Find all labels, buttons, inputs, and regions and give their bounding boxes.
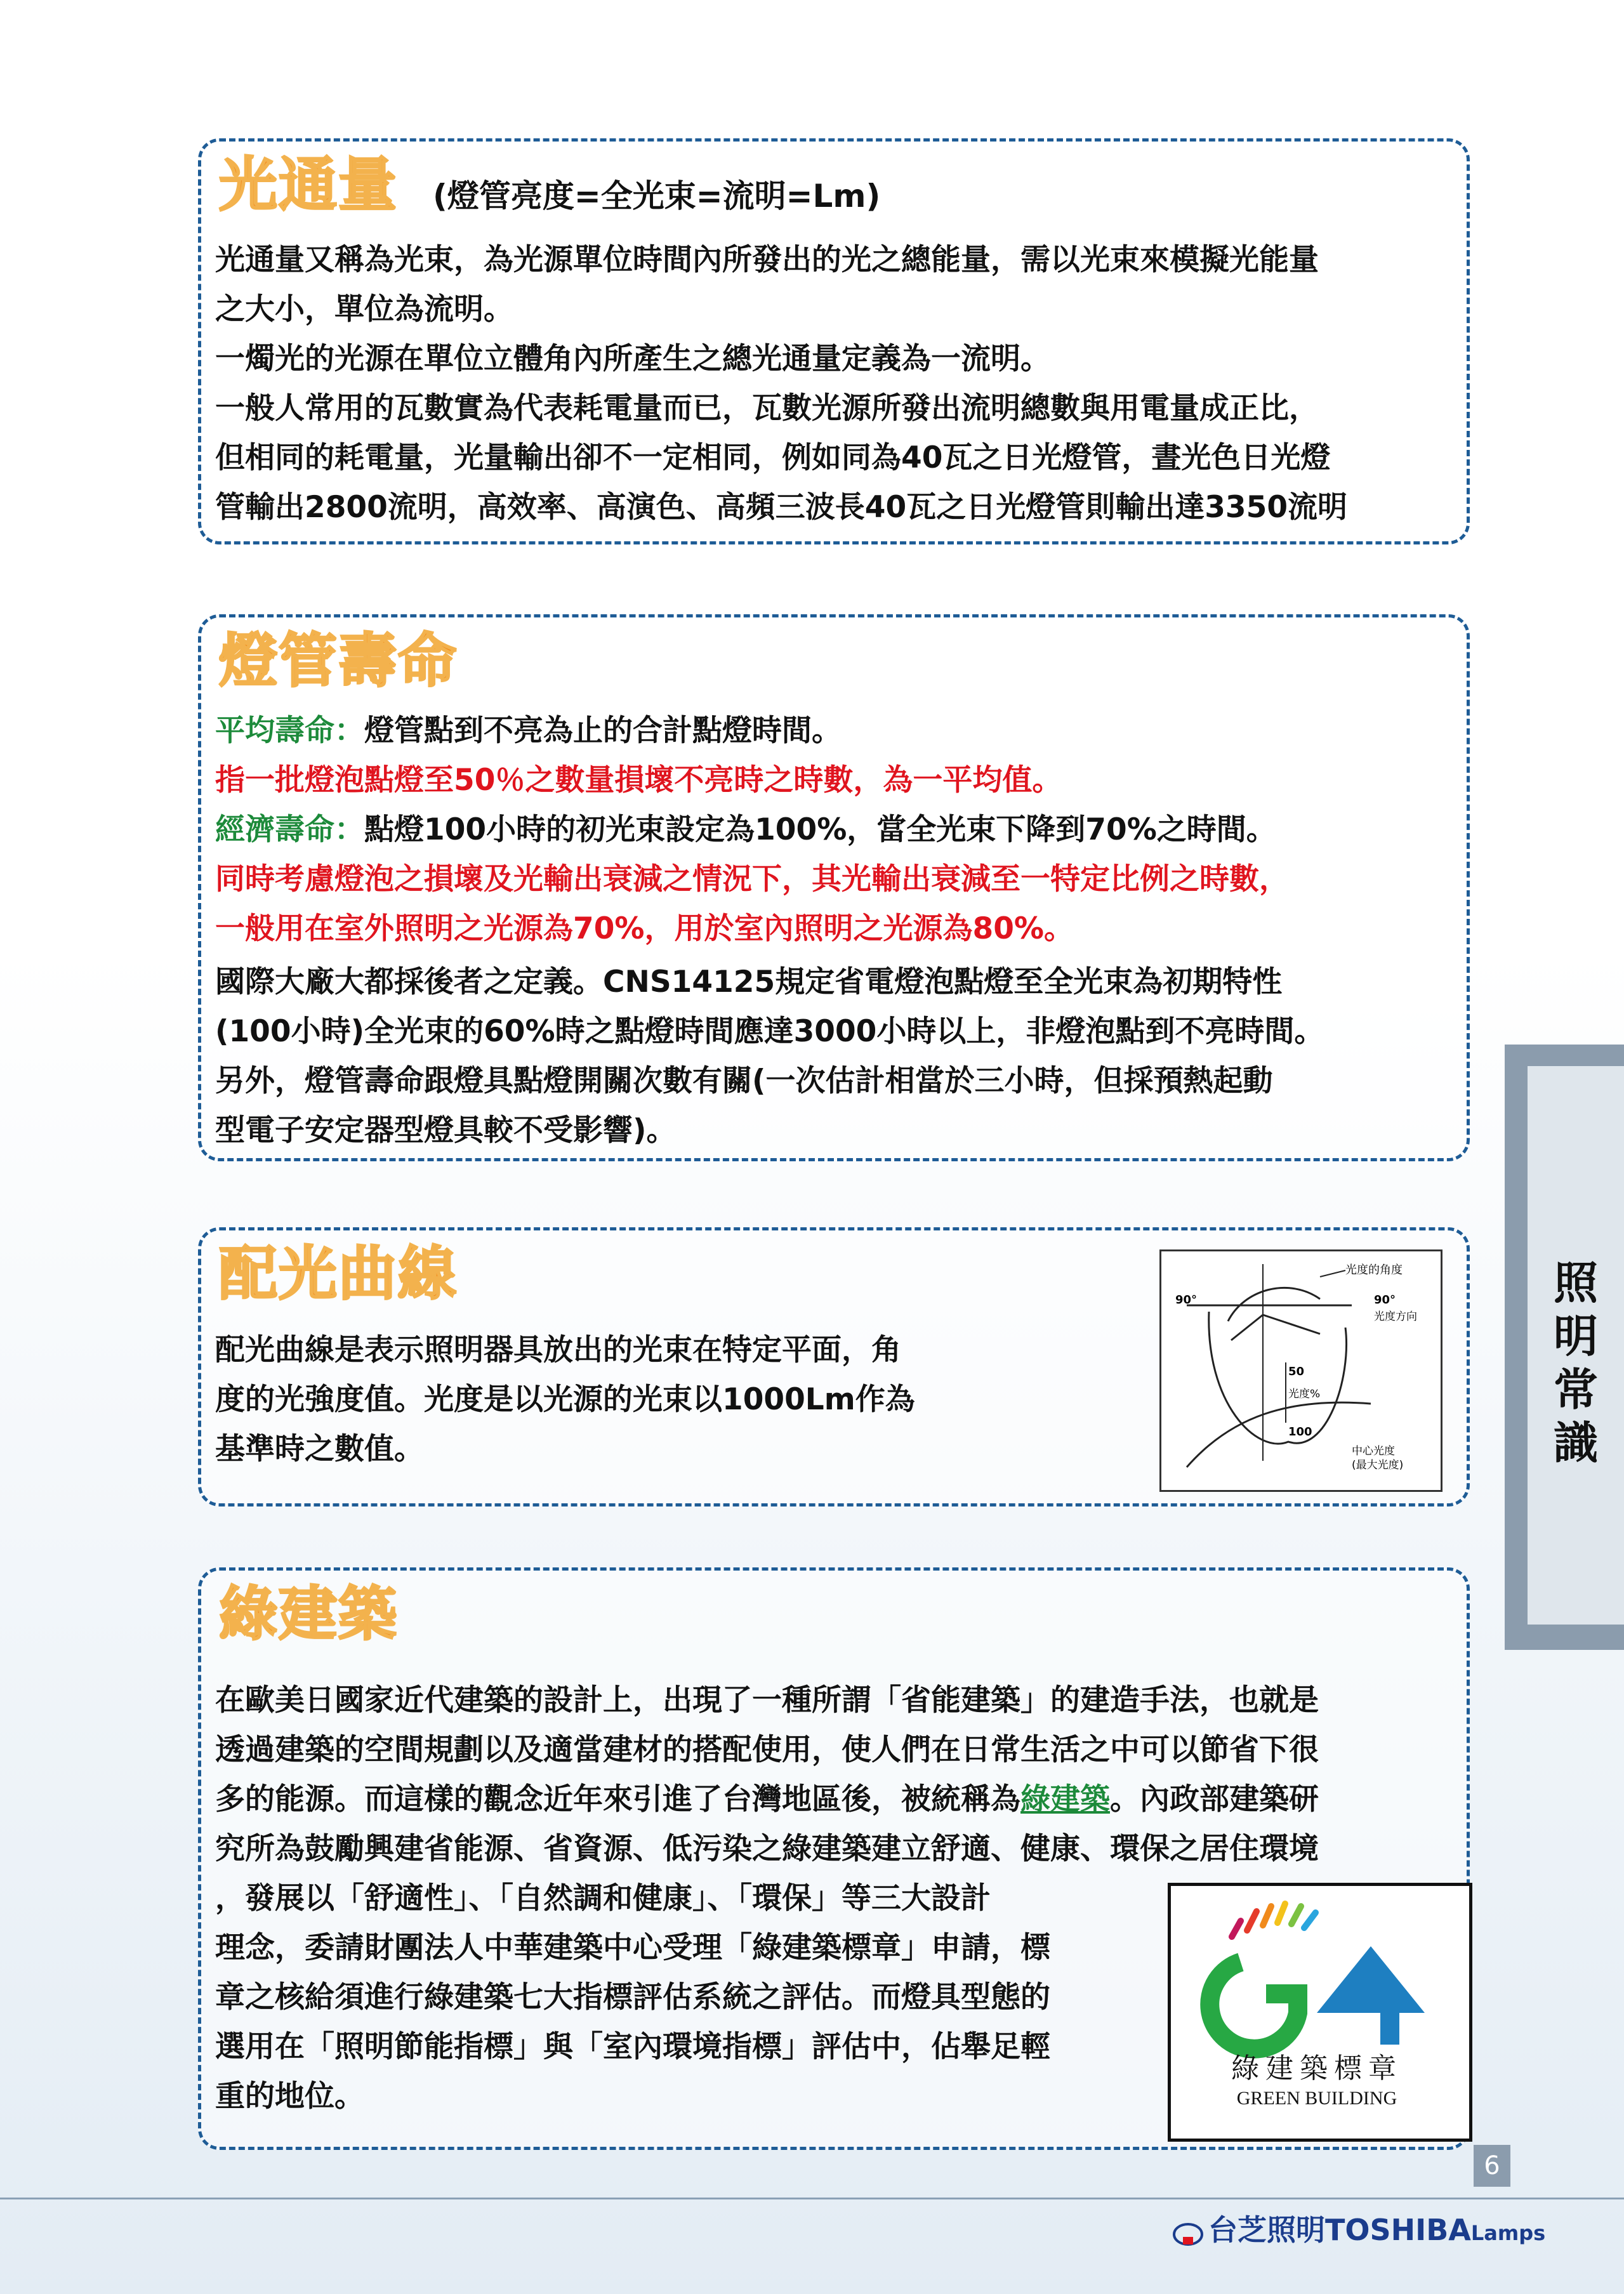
economic-life-label: 經濟壽命： [215, 812, 364, 847]
text-line: (100小時)全光束的60%時之點燈時間應達3000小時以上，非燈泡點到不亮時間。 [215, 1014, 1324, 1049]
side-tab-char: 明 [1554, 1310, 1598, 1362]
text-line: 配光曲線是表示照明器具放出的光束在特定平面，角 [215, 1333, 901, 1368]
brand-cn: 台芝照明 [1208, 2213, 1325, 2247]
text-line: 國際大廠大都採後者之定義。CNS14125規定省電燈泡點燈至全光束為初期特性 [215, 965, 1283, 999]
label-100: 100 [1288, 1425, 1312, 1439]
green-building-section [198, 1567, 1470, 2150]
text-line: 透過建築的空間規劃以及適當建材的搭配使用，使人們在日常生活之中可以節省下很 [215, 1732, 1319, 1767]
section-title: 燈管壽命 [219, 627, 458, 695]
side-tab-inner [1528, 1066, 1624, 1625]
section-body [215, 1326, 1086, 1474]
side-tab-char: 常 [1554, 1364, 1598, 1416]
average-life-label: 平均壽命： [215, 713, 364, 748]
label-90-right: 90° [1374, 1293, 1396, 1307]
text-line: 一燭光的光源在單位立體角內所產生之總光通量定義為一流明。 [215, 341, 1050, 376]
text-line: 在歐美日國家近代建築的設計上，出現了一種所謂「省能建築」的建造手法，也就是 [215, 1683, 1319, 1718]
logo-cn-text: 綠建築標章 [1231, 2052, 1403, 2085]
label-direction: 光度方向 [1374, 1310, 1417, 1323]
luminous-flux-section [198, 138, 1470, 544]
brand-en: TOSHIBA [1325, 2213, 1471, 2247]
brand-suffix: Lamps [1470, 2221, 1546, 2245]
average-life-text: 燈管點到不亮為止的合計點燈時間。 [364, 713, 842, 748]
text-line [215, 706, 1453, 756]
green-building-logo [1168, 1883, 1472, 2142]
text-line: 選用在「照明節能指標」與「室內環境指標」評估中，佔舉足輕 [215, 2029, 1050, 2064]
section-title: 配光曲線 [219, 1240, 458, 1308]
side-tab-label [1528, 1256, 1624, 1470]
logo-en-text: GREEN BUILDING [1236, 2088, 1397, 2109]
economic-life-text: 點燈100小時的初光束設定為100%，當全光束下降到70%之時間。 [364, 812, 1276, 847]
curve-diagram-svg [1161, 1251, 1441, 1490]
side-tab-char: 識 [1554, 1417, 1598, 1469]
text-segment: 多的能源。而這樣的觀念近年來引進了台灣地區後，被統稱為 [215, 1782, 1020, 1817]
lamp-life-section [198, 614, 1470, 1161]
text-line: 管輸出2800流明，高效率、高演色、高頻三波長40瓦之日光燈管則輸出達3350流明 [215, 490, 1348, 525]
side-tab[interactable] [1505, 1045, 1624, 1650]
text-line [215, 1775, 1453, 1824]
green-building-link[interactable]: 綠建築 [1020, 1782, 1110, 1817]
text-segment: 。內政部建築研 [1110, 1782, 1319, 1817]
red-note: 一般用在室外照明之光源為70%，用於室內照明之光源為80%。 [215, 911, 1074, 946]
text-line: 理念，委請財團法人中華建築中心受理「綠建築標章」申請，標 [215, 1930, 1050, 1965]
text-line: 一般人常用的瓦數實為代表耗電量而已，瓦數光源所發出流明總數與用電量成正比， [215, 391, 1319, 426]
label-50: 50 [1288, 1365, 1305, 1378]
text-line: 另外，燈管壽命跟燈具點燈開關次數有關(一次估計相當於三小時，但採預熱起動 [215, 1064, 1273, 1098]
text-line: 但相同的耗電量，光量輸出卻不一定相同，例如同為40瓦之日光燈管，晝光色日光燈 [215, 440, 1331, 475]
label-pct: 光度% [1288, 1388, 1321, 1401]
text-line: 究所為鼓勵興建省能源、省資源、低污染之綠建築建立舒適、健康、環保之居住環境 [215, 1831, 1319, 1866]
text-line [215, 805, 1453, 855]
green-building-logo-svg [1171, 1886, 1463, 2132]
side-tab-char: 照 [1554, 1257, 1598, 1309]
light-distribution-curve-diagram [1159, 1249, 1442, 1492]
red-note: 同時考慮燈泡之損壞及光輸出衰減之情況下，其光輸出衰減至一特定比例之時數， [215, 862, 1289, 897]
text-line: 重的地位。 [215, 2079, 364, 2114]
text-line: 型電子安定器型燈具較不受影響)。 [215, 1113, 677, 1148]
label-90-left: 90° [1175, 1293, 1198, 1307]
section-body [215, 235, 1453, 532]
text-line: 度的光強度值。光度是以光源的光束以1000Lm作為 [215, 1382, 915, 1417]
text-line: 之大小，單位為流明。 [215, 292, 513, 327]
footer-divider [0, 2198, 1624, 2199]
label-max: (最大光度) [1352, 1459, 1404, 1472]
section-body [215, 706, 1453, 1156]
page-number: 6 [1474, 2145, 1510, 2187]
section-title: 綠建築 [219, 1580, 399, 1648]
red-note: 指一批燈泡點燈至50％之數量損壞不亮時之時數，為一平均值。 [215, 763, 1062, 798]
section-subtitle: (燈管亮度=全光束=流明=Lm) [433, 178, 881, 214]
brand-logo-icon [1173, 2220, 1203, 2245]
label-angle: 光度的角度 [1345, 1263, 1403, 1277]
section-title: 光通量 [219, 151, 399, 219]
text-line: 光通量又稱為光束，為光源單位時間內所發出的光之總能量，需以光束來模擬光能量 [215, 242, 1319, 277]
label-center: 中心光度 [1352, 1445, 1395, 1458]
light-distribution-section [198, 1227, 1470, 1506]
text-line: 章之核給須進行綠建築七大指標評估系統之評估。而燈具型態的 [215, 1980, 1050, 2015]
text-line: ，發展以「舒適性」、「自然調和健康」、「環保」等三大設計 [215, 1881, 991, 1916]
text-line: 基準時之數值。 [215, 1432, 424, 1467]
brand-footer [1173, 2207, 1545, 2249]
